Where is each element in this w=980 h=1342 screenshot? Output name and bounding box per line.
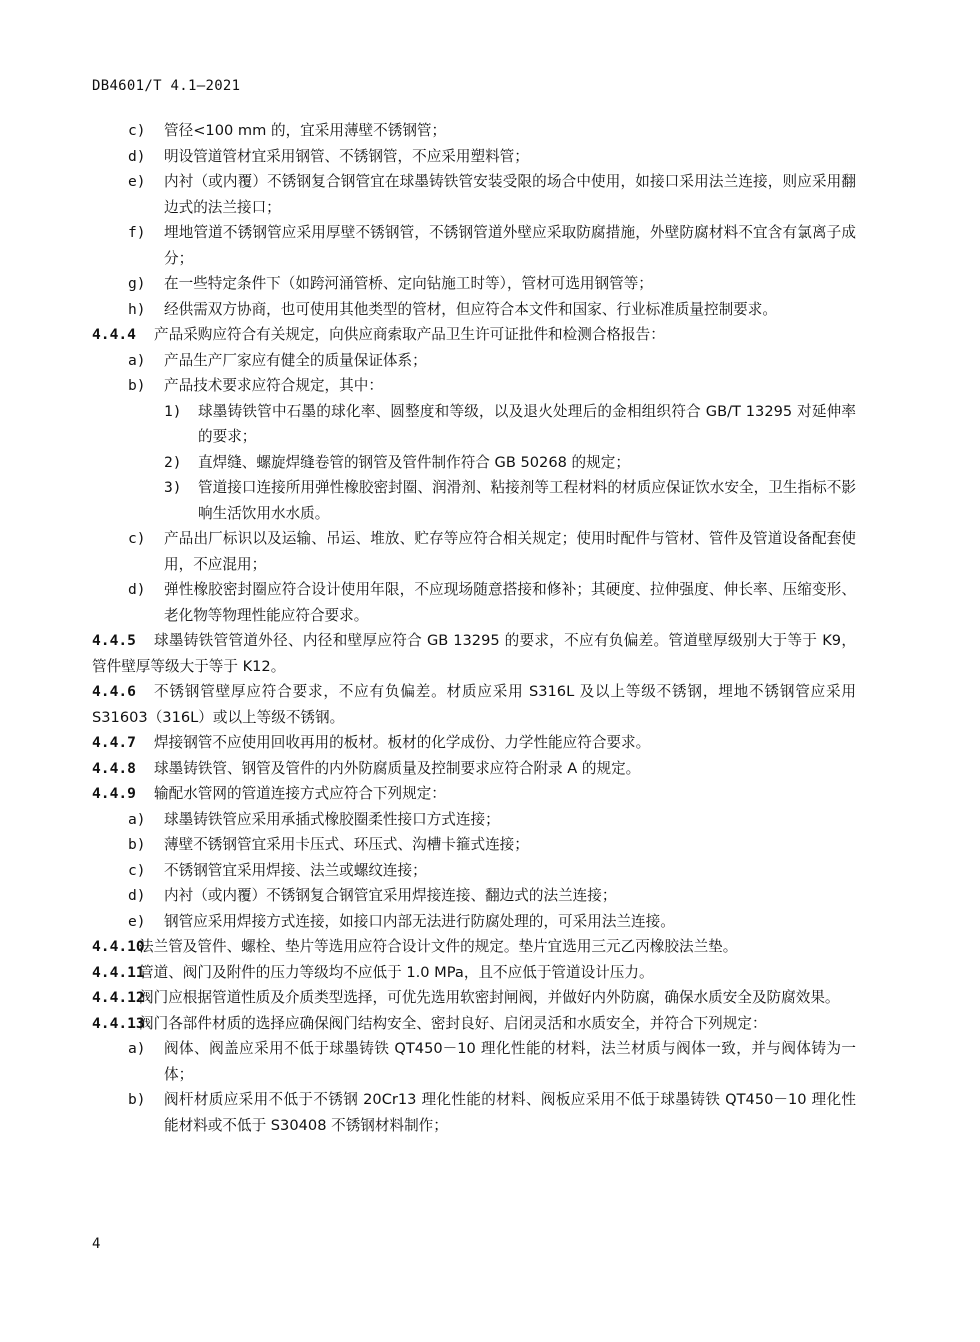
list-item-text: 埋地管道不锈钢管应采用厚壁不锈钢管，不锈钢管道外壁应采取防腐措施，外壁防腐材料不宜含有氯离子成分； (164, 224, 856, 267)
list-marker: b) (128, 377, 146, 394)
clause-4-4-5 (92, 628, 856, 679)
clause-4-4-12 (92, 985, 856, 1011)
list-item (92, 883, 856, 909)
list-item-text: 经供需双方协商，也可使用其他类型的管材，但应符合本文件和国家、行业标准质量控制要求。 (164, 300, 777, 318)
document-code-header: DB4601/T 4.1—2021 (92, 78, 241, 94)
list-item (92, 373, 856, 399)
list-item-text: 弹性橡胶密封圈应符合设计使用年限，不应现场随意搭接和修补；其硬度、拉伸强度、伸长率、压缩变形、老化物等物理性能应符合要求。 (164, 581, 856, 624)
clause-4-4-9 (92, 781, 856, 807)
list-marker: a) (128, 1040, 146, 1057)
list-item (92, 348, 856, 374)
list-item (92, 169, 856, 220)
list-item (92, 118, 856, 144)
list-item-text: 产品出厂标识以及运输、吊运、堆放、贮存等应符合相关规定；使用时配件与管材、管件及管道设备配套使用，不应混用； (164, 530, 856, 573)
clause-4-4-6 (92, 679, 856, 730)
list-item (92, 144, 856, 170)
clause-4-4-11 (92, 960, 856, 986)
list-item-text: 内衬（或内覆）不锈钢复合钢管宜在球墨铸铁管安装受限的场合中使用，如接口采用法兰连接，则应采用翻边式的法兰接口； (164, 173, 856, 216)
clause-text: 产品采购应符合有关规定，向供应商索取产品卫生许可证批件和检测合格报告： (154, 326, 665, 343)
list-item-text: 薄壁不锈钢管宜采用卡压式、环压式、沟槽卡箍式连接； (164, 836, 529, 853)
clause-text: 球墨铸铁管、钢管及管件的内外防腐质量及控制要求应符合附录 A 的规定。 (154, 759, 641, 777)
list-item (92, 526, 856, 577)
clause-4-4-7 (92, 730, 856, 756)
clause-text: 球墨铸铁管管道外径、内径和壁厚应符合 GB 13295 的要求，不应有负偏差。管道壁厚级别大于等于 K9，管件壁厚等级大于等于 K12。 (92, 632, 856, 675)
clause-4-4-10 (92, 934, 856, 960)
sub-list-item (92, 399, 856, 450)
list-marker: d) (128, 147, 146, 165)
clause-text: 焊接钢管不应使用回收再用的板材。板材的化学成份、力学性能应符合要求。 (154, 734, 651, 751)
page-number: 4 (92, 1236, 101, 1252)
list-item (92, 297, 856, 323)
list-marker: b) (128, 1091, 146, 1108)
clause-number: 4.4.8 (92, 759, 136, 777)
list-item-text: 管径<100 mm 的，宜采用薄壁不锈钢管； (164, 122, 447, 139)
list-marker: c) (128, 861, 146, 879)
clause-number: 4.4.12 (92, 989, 145, 1006)
sub-list-item (92, 475, 856, 526)
list-item-text: 球墨铸铁管中石墨的球化率、圆整度和等级，以及退火处理后的金相组织符合 GB/T 13295 对延伸率的要求； (198, 402, 856, 445)
list-item (92, 909, 856, 935)
list-marker: g) (128, 275, 146, 292)
list-item (92, 271, 856, 297)
clause-number: 4.4.9 (92, 785, 136, 802)
list-item (92, 1087, 856, 1138)
clause-number: 4.4.7 (92, 734, 136, 751)
clause-number: 4.4.5 (92, 632, 136, 649)
list-item-text: 产品技术要求应符合规定，其中： (164, 377, 383, 394)
clause-text: 阀门各部件材质的选择应确保阀门结构安全、密封良好、启闭灵活和水质安全，并符合下列规定： (139, 1014, 767, 1032)
list-item-text: 在一些特定条件下（如跨河涌管桥、定向钻施工时等），管材可选用钢管等； (164, 275, 653, 292)
clause-text: 输配水管网的管道连接方式应符合下列规定： (154, 785, 446, 802)
list-item-text: 直焊缝、螺旋焊缝卷管的钢管及管件制作符合 GB 50268 的规定； (198, 453, 630, 471)
list-marker: c) (128, 122, 146, 139)
clause-4-4-13 (92, 1011, 856, 1037)
list-marker: 1) (164, 402, 182, 420)
list-item-text: 钢管应采用焊接方式连接，如接口内部无法进行防腐处理的，可采用法兰连接。 (164, 912, 675, 930)
list-marker: a) (128, 351, 146, 369)
list-marker: a) (128, 810, 146, 828)
list-marker: d) (128, 887, 146, 904)
list-item-text: 阀体、阀盖应采用不低于球墨铸铁 QT450－10 理化性能的材料，法兰材质与阀体一致，并与阀体铸为一体； (164, 1040, 856, 1083)
clause-text: 阀门应根据管道性质及介质类型选择，可优先选用软密封闸阀，并做好内外防腐，确保水质安全及防腐效果。 (139, 989, 840, 1006)
document-body (92, 118, 856, 1138)
list-marker: c) (128, 530, 146, 547)
list-item (92, 220, 856, 271)
list-item (92, 807, 856, 833)
clause-number: 4.4.13 (92, 1014, 145, 1032)
clause-4-4-4 (92, 322, 856, 348)
list-item (92, 832, 856, 858)
list-item (92, 1036, 856, 1087)
clause-text: 管道、阀门及附件的压力等级均不应低于 1.0 MPa，且不应低于管道设计压力。 (139, 963, 654, 981)
list-item-text: 产品生产厂家应有健全的质量保证体系； (164, 351, 427, 369)
list-marker: b) (128, 836, 146, 853)
list-item-text: 球墨铸铁管应采用承插式橡胶圈柔性接口方式连接； (164, 810, 500, 828)
list-marker: d) (128, 581, 146, 598)
clause-number: 4.4.6 (92, 683, 136, 700)
clause-text: 法兰管及管件、螺栓、垫片等选用应符合设计文件的规定。垫片宜选用三元乙丙橡胶法兰垫。 (139, 938, 738, 955)
list-marker: f) (128, 224, 146, 241)
list-marker: 3) (164, 479, 182, 496)
list-marker: e) (128, 173, 146, 190)
list-item-text: 不锈钢管宜采用焊接、法兰或螺纹连接； (164, 861, 427, 879)
list-item-text: 内衬（或内覆）不锈钢复合钢管宜采用焊接连接、翻边式的法兰连接； (164, 887, 617, 904)
list-item-text: 管道接口连接所用弹性橡胶密封圈、润滑剂、粘接剂等工程材料的材质应保证饮水安全，卫生指标不影响生活饮用水水质。 (198, 479, 856, 522)
clause-number: 4.4.11 (92, 963, 145, 981)
clause-text: 不锈钢管壁厚应符合要求，不应有负偏差。材质应采用 S316L 及以上等级不锈钢，埋地不锈钢管应采用 S31603（316L）或以上等级不锈钢。 (92, 683, 856, 726)
list-marker: e) (128, 912, 146, 930)
list-marker: h) (128, 300, 146, 318)
sub-list-item (92, 450, 856, 476)
list-item (92, 858, 856, 884)
clause-4-4-8 (92, 756, 856, 782)
clause-number: 4.4.10 (92, 938, 145, 955)
list-item-text: 明设管道管材宜采用钢管、不锈钢管，不应采用塑料管； (164, 147, 529, 165)
clause-number: 4.4.4 (92, 326, 136, 343)
list-item-text: 阀杆材质应采用不低于不锈钢 20Cr13 理化性能的材料、阀板应采用不低于球墨铸铁 QT450－10 理化性能材料或不低于 S30408 不锈钢材料制作； (164, 1091, 856, 1134)
list-marker: 2) (164, 453, 182, 471)
list-item (92, 577, 856, 628)
